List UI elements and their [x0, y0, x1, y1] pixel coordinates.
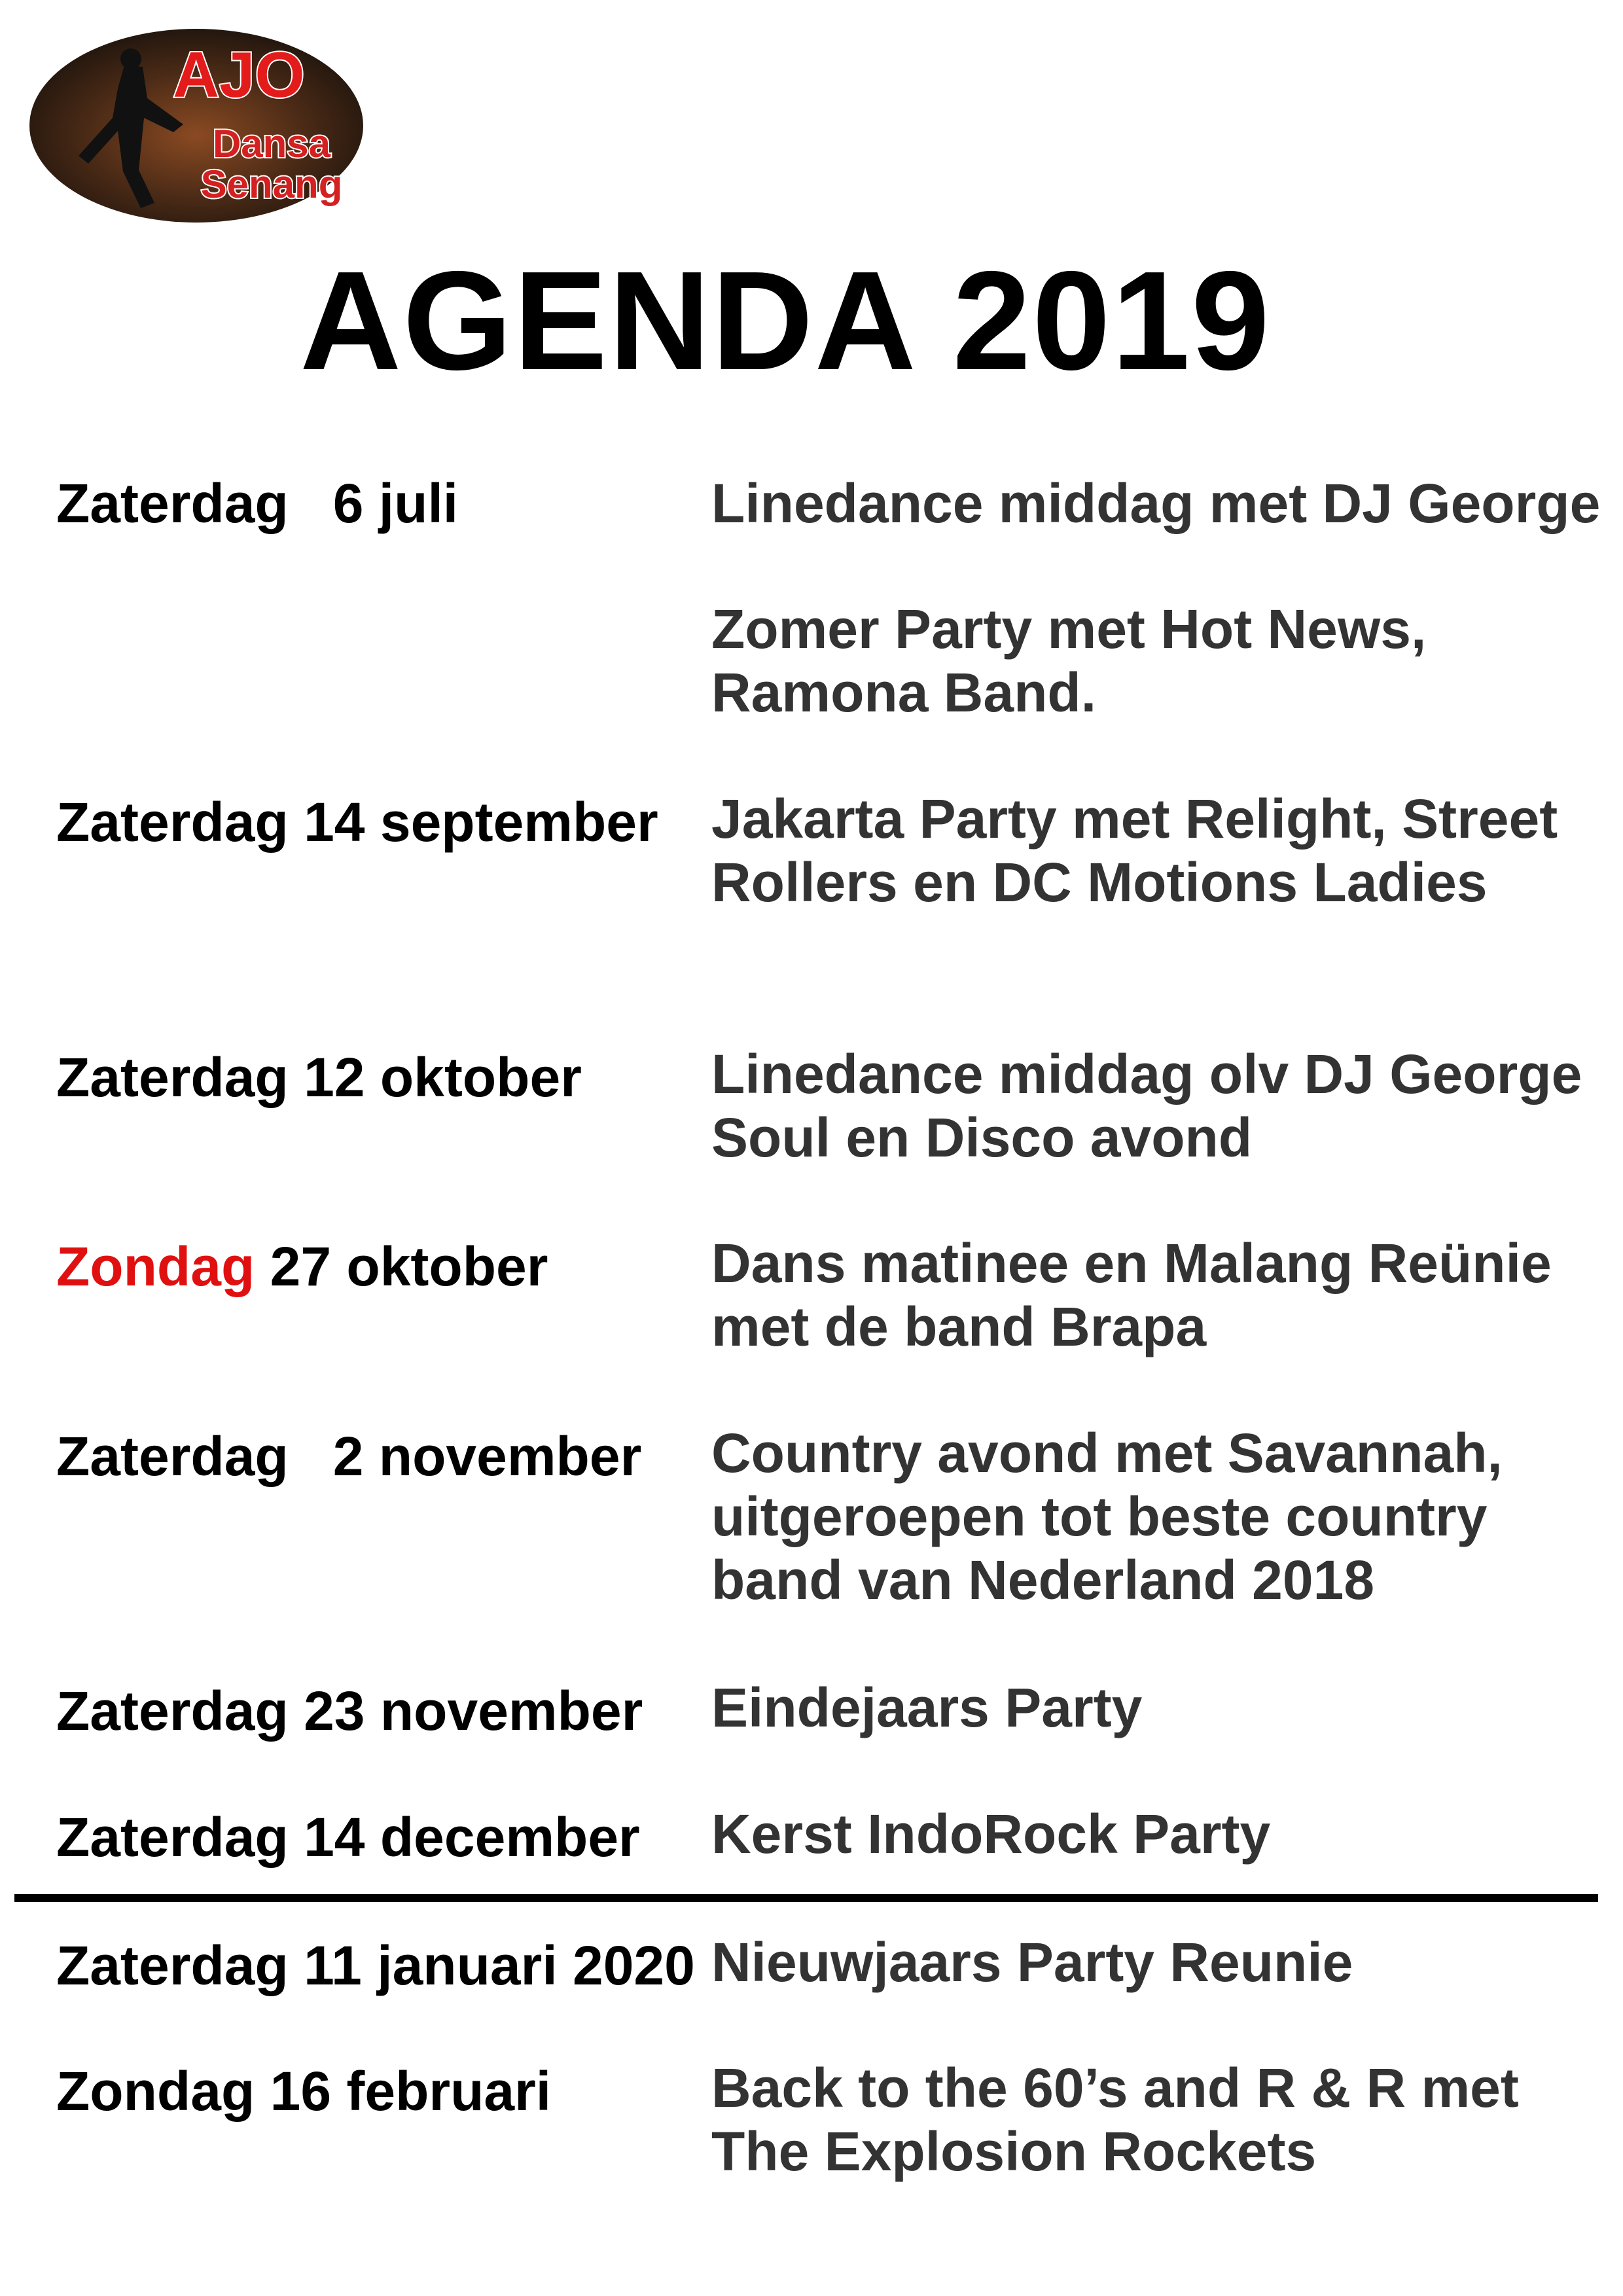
logo-brand-text: AJO [173, 39, 305, 111]
event-desc-line: Kerst IndoRock Party [711, 1803, 1271, 1865]
event-day: Zaterdag [56, 1047, 289, 1108]
event-date-dec-14 [56, 1806, 640, 1869]
event-desc-nov-2 [711, 1422, 1503, 1612]
year-divider [14, 1894, 1598, 1902]
event-desc-jul-6 [711, 472, 1600, 535]
event-desc-oct-27 [711, 1232, 1552, 1359]
event-desc-line: Jakarta Party met Relight, Street [711, 788, 1558, 850]
event-desc-dec-14 [711, 1803, 1270, 1866]
event-desc-line: Zomer Party met Hot News, [711, 598, 1427, 660]
event-desc-line: Linedance middag olv DJ George [711, 1043, 1582, 1105]
event-desc-feb-16 [711, 2056, 1519, 2183]
event-desc-line: Ramona Band. [711, 662, 1097, 723]
event-date-sep-14 [56, 791, 658, 854]
event-day: Zondag [56, 2060, 255, 2122]
event-date: 27 oktober [270, 1236, 548, 1297]
event-desc-line: Back to the 60’s and R & R met [711, 2057, 1519, 2119]
event-date: 14 september [304, 791, 658, 853]
event-day: Zaterdag [56, 473, 289, 534]
event-date: 2 november [332, 1426, 642, 1487]
event-desc-nov-23 [711, 1676, 1142, 1740]
event-date-jul-6 [56, 472, 458, 535]
event-desc-line: band van Nederland 2018 [711, 1549, 1375, 1611]
event-date-nov-2 [56, 1425, 641, 1488]
event-date: 6 juli [332, 473, 459, 534]
event-date-oct-12 [56, 1046, 582, 1109]
page-title: AGENDA 2019 [300, 242, 1271, 399]
event-date-feb-16 [56, 2060, 551, 2123]
event-date: 16 februari [270, 2060, 552, 2122]
event-desc-line: Country avond met Savannah, [711, 1422, 1503, 1484]
logo-tagline-line1: Dansa [212, 122, 331, 166]
logo-graphic [26, 26, 366, 226]
event-date-jan-11 [56, 1934, 695, 1998]
event-desc-line: The Explosion Rockets [711, 2121, 1317, 2182]
logo-tagline-line2: Senang [200, 162, 343, 206]
event-day: Zaterdag [56, 1806, 289, 1868]
dancer-head-icon [120, 48, 141, 69]
event-desc-zomer-party [711, 598, 1426, 725]
event-day: Zaterdag [56, 1680, 289, 1742]
event-date: 11 januari 2020 [304, 1935, 695, 1996]
event-date-oct-27 [56, 1235, 548, 1299]
event-desc-oct-12 [711, 1043, 1582, 1170]
event-day: Zaterdag [56, 1426, 289, 1487]
event-desc-line: Linedance middag met DJ George [711, 473, 1601, 534]
event-date: 14 december [304, 1806, 640, 1868]
event-desc-line: Nieuwjaars Party Reunie [711, 1931, 1353, 1993]
event-date-nov-23 [56, 1679, 643, 1743]
event-desc-line: uitgeroepen tot beste country [711, 1486, 1488, 1547]
event-date: 12 oktober [304, 1047, 582, 1108]
event-desc-line: Rollers en DC Motions Ladies [711, 852, 1488, 913]
event-day: Zaterdag [56, 1935, 289, 1996]
logo [26, 26, 366, 226]
event-desc-line: Dans matinee en Malang Reünie [711, 1232, 1552, 1294]
event-desc-line: Soul en Disco avond [711, 1107, 1253, 1168]
event-desc-line: Eindejaars Party [711, 1677, 1143, 1738]
event-desc-line: met de band Brapa [711, 1296, 1207, 1357]
event-desc-sep-14 [711, 787, 1558, 914]
event-desc-jan-11 [711, 1931, 1353, 1994]
event-day: Zaterdag [56, 791, 289, 853]
event-date: 23 november [304, 1680, 643, 1742]
event-day-highlight: Zondag [56, 1236, 255, 1297]
